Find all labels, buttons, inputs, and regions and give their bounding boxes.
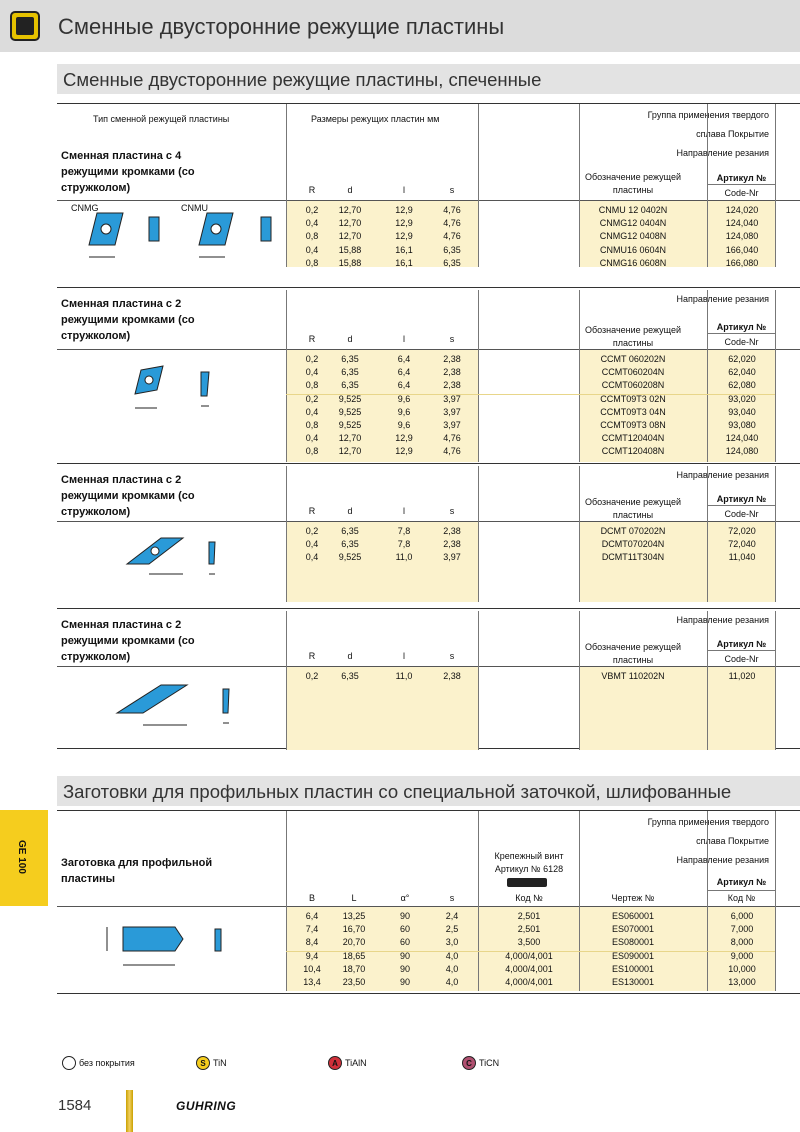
article-header: Артикул № (716, 322, 767, 332)
legend-item (62, 1056, 135, 1070)
legend-item (196, 1056, 227, 1070)
article-header: Артикул № (716, 173, 767, 183)
code-header: Code-Nr (724, 188, 759, 198)
cell-R: 0,4 (305, 552, 319, 563)
cell-L: 18,70 (342, 963, 366, 974)
cell-article: 166,080 (725, 257, 759, 268)
cell-designation: CCMT060208N (601, 380, 665, 391)
screw-article: Артикул № 6128 (494, 864, 564, 874)
block-divider (57, 287, 800, 288)
cell-l: 9,6 (397, 393, 411, 404)
col-header-s: s (449, 893, 455, 903)
page-number: 1584 (58, 1097, 92, 1114)
direction-header: Направление резания (676, 294, 769, 304)
section-title: Заготовки для профильных пластин со специальной заточкой, шлифованные (63, 781, 732, 802)
cell-code: 2,501 (517, 924, 541, 935)
cell-d: 12,70 (338, 205, 362, 215)
col-header-a: α° (400, 893, 410, 903)
cell-s: 2,38 (443, 367, 461, 378)
cell-article: 62,020 (728, 354, 756, 364)
block-header (57, 811, 800, 907)
cell-article: 124,080 (725, 446, 759, 457)
cell-l: 7,8 (397, 539, 411, 550)
cell-s: 2,38 (443, 671, 461, 681)
cell-art: 7,000 (730, 924, 754, 935)
inserts-table (57, 103, 800, 749)
cell-l: 9,6 (397, 406, 411, 417)
drawing-header: Чертеж № (611, 893, 655, 903)
cell-a: 90 (399, 911, 410, 921)
cell-B: 6,4 (305, 911, 319, 921)
cell-draw: ES070001 (611, 924, 655, 935)
cell-article: 11,040 (728, 552, 756, 563)
cell-d: 12,70 (338, 446, 362, 457)
legend-label: без покрытия (79, 1058, 135, 1068)
cell-article: 124,040 (725, 433, 759, 444)
cell-L: 13,25 (342, 911, 366, 921)
col-header-d: d (347, 334, 353, 344)
cell-R: 0,8 (305, 420, 319, 430)
section-title-bar (57, 64, 800, 96)
brand-wordmark: GUHRING (176, 1099, 237, 1113)
cell-designation: CCMT09T3 08N (600, 420, 666, 430)
coating-legend (62, 1056, 800, 1076)
cell-art: 8,000 (730, 937, 754, 948)
cell-designation: CCMT 060202N (600, 354, 666, 364)
cell-s: 3,97 (443, 420, 461, 430)
cell-l: 12,9 (395, 433, 413, 444)
legend-item (462, 1056, 499, 1070)
cell-l: 16,1 (395, 244, 413, 255)
cell-d: 6,35 (341, 354, 359, 364)
cell-designation: DCMT070204N (601, 539, 665, 550)
cell-R: 0,8 (305, 231, 319, 242)
col-header-B: B (308, 893, 315, 903)
cell-d: 9,525 (338, 420, 362, 430)
coating-header: сплава Покрытие (696, 836, 769, 846)
coating-header: сплава Покрытие (696, 129, 769, 139)
col-header-s: s (449, 185, 455, 195)
block-header (57, 611, 800, 667)
cell-article: 11,020 (728, 671, 756, 681)
cell-d: 6,35 (341, 526, 359, 536)
insert-drawing-icon (57, 667, 286, 750)
cell-d: 12,70 (338, 433, 362, 444)
cell-s: 3,97 (443, 406, 461, 417)
cell-d: 6,35 (341, 539, 359, 550)
block-divider (57, 463, 800, 464)
block-title: Сменная пластина с 2 режущими кромками (со стружколом) (61, 619, 195, 663)
cell-d: 6,35 (341, 671, 359, 681)
cell-s: 6,35 (443, 257, 461, 268)
cell-s: 4,0 (445, 950, 459, 961)
cell-B: 10,4 (303, 963, 321, 974)
cell-R: 0,4 (305, 218, 319, 229)
cell-article: 124,020 (725, 205, 759, 215)
cell-d: 15,88 (338, 244, 362, 255)
footer-accent-bar (126, 1090, 133, 1132)
col-header-R: R (308, 506, 316, 516)
article-header: Артикул № (716, 494, 767, 504)
cell-designation: CNMG16 0608N (599, 257, 667, 268)
cell-l: 16,1 (395, 257, 413, 268)
insert-drawing-icon (57, 350, 286, 462)
header-line (708, 184, 776, 185)
screw-header: Крепежный винт (494, 851, 564, 861)
cell-s: 2,38 (443, 354, 461, 364)
cell-R: 0,4 (305, 367, 319, 378)
cell-R: 0,4 (305, 244, 319, 255)
col-header-R: R (308, 185, 316, 195)
cell-R: 0,2 (305, 671, 319, 681)
cell-d: 9,525 (338, 393, 362, 404)
code-header: Code-Nr (724, 509, 759, 519)
cell-B: 7,4 (305, 924, 319, 935)
drawing-label: CNMU (181, 203, 208, 213)
cell-designation: CNMG12 0404N (599, 218, 667, 229)
cell-d: 9,525 (338, 552, 362, 563)
cell-R: 0,4 (305, 539, 319, 550)
cell-art: 9,000 (730, 950, 754, 961)
cell-a: 60 (399, 937, 410, 948)
cell-l: 9,6 (397, 420, 411, 430)
section-title: Сменные двусторонние режущие пластины, спеченные (63, 69, 542, 90)
cell-s: 6,35 (443, 244, 461, 255)
cell-a: 90 (399, 950, 410, 961)
cell-s: 4,76 (443, 205, 461, 215)
cell-d: 12,70 (338, 231, 362, 242)
cell-article: 62,040 (728, 367, 756, 378)
cell-a: 90 (399, 977, 410, 987)
col-header-d: d (347, 506, 353, 516)
designation-header: Обозначение режущей пластины (584, 172, 682, 195)
cell-l: 12,9 (395, 231, 413, 242)
cell-designation: CCMT120404N (601, 433, 665, 444)
cell-article: 93,040 (728, 406, 756, 417)
header-line (708, 890, 776, 891)
col-header-R: R (308, 651, 316, 661)
insert-drawing-icon (57, 522, 286, 602)
col-header-L: L (351, 893, 357, 903)
cell-R: 0,2 (305, 526, 319, 536)
code-header: Код № (727, 893, 756, 903)
cell-designation: CCMT120408N (601, 446, 665, 457)
cell-code: 4,000/4,001 (505, 977, 553, 987)
cell-L: 18,65 (342, 950, 366, 961)
cell-l: 7,8 (397, 526, 411, 536)
sizes-header: Размеры режущих пластин мм (311, 114, 440, 124)
legend-label: TiAlN (345, 1058, 367, 1068)
cell-B: 9,4 (305, 950, 319, 961)
cell-designation: DCMT 070202N (600, 526, 666, 536)
cell-code: 3,500 (517, 937, 541, 948)
cell-B: 13,4 (303, 977, 321, 987)
cell-art: 10,000 (728, 963, 756, 974)
coating-icon: S (196, 1056, 210, 1070)
legend-item (328, 1056, 367, 1070)
cell-R: 0,4 (305, 406, 319, 417)
code-header: Code-Nr (724, 337, 759, 347)
blanks-table (57, 810, 800, 994)
cell-code: 4,000/4,001 (505, 963, 553, 974)
cell-l: 12,9 (395, 446, 413, 457)
block-divider (57, 608, 800, 609)
cell-R: 0,8 (305, 446, 319, 457)
cell-article: 72,040 (728, 539, 756, 550)
cell-code: 2,501 (517, 911, 541, 921)
cell-designation: VBMT 110202N (601, 671, 665, 681)
cell-article: 93,020 (728, 393, 756, 404)
screw-icon (507, 878, 547, 887)
cell-draw: ES090001 (611, 950, 655, 961)
blank-drawing-icon (57, 907, 286, 991)
cell-s: 3,97 (443, 552, 461, 563)
cell-s: 4,76 (443, 446, 461, 457)
page-title: Сменные двусторонние режущие пластины (58, 14, 505, 39)
cell-designation: CCMT09T3 02N (600, 393, 666, 404)
cell-draw: ES060001 (611, 911, 655, 921)
cell-draw: ES130001 (611, 977, 655, 987)
block-header (57, 466, 800, 522)
code-header: Code-Nr (724, 654, 759, 664)
coating-icon: C (462, 1056, 476, 1070)
col-header-R: R (308, 334, 316, 344)
cell-designation: CNMU16 0604N (599, 244, 667, 255)
designation-header: Обозначение режущей пластины (584, 642, 682, 665)
cell-article: 124,080 (725, 231, 759, 242)
group-header: Группа применения твердого (647, 817, 769, 827)
cell-s: 4,0 (445, 977, 459, 987)
cell-designation: CCMT060204N (601, 367, 665, 378)
cell-l: 6,4 (397, 354, 411, 364)
header-line (708, 333, 776, 334)
cell-art: 13,000 (728, 977, 756, 987)
col-header-l: l (403, 651, 405, 661)
side-tab-label: GE 100 (16, 840, 27, 874)
cell-R: 0,4 (305, 433, 319, 444)
section-title-bar (57, 776, 800, 808)
block-title: Заготовка для профильной пластины (61, 857, 213, 885)
cell-s: 4,76 (443, 218, 461, 229)
cell-draw: ES100001 (611, 963, 655, 974)
cell-L: 20,70 (342, 937, 366, 948)
cell-l: 12,9 (395, 205, 413, 215)
cell-article: 93,080 (728, 420, 756, 430)
cell-s: 4,0 (445, 963, 459, 974)
cell-R: 0,2 (305, 205, 319, 215)
cell-designation: CCMT09T3 04N (600, 406, 666, 417)
direction-header: Направление резания (676, 148, 769, 158)
cell-d: 6,35 (341, 380, 359, 391)
cell-art: 6,000 (730, 911, 754, 921)
cell-l: 11,0 (395, 671, 413, 681)
block-header (57, 290, 800, 350)
cell-s: 2,38 (443, 526, 461, 536)
cell-s: 3,97 (443, 393, 461, 404)
designation-header: Обозначение режущей пластины (584, 325, 682, 348)
cell-l: 11,0 (395, 552, 413, 563)
cell-R: 0,2 (305, 393, 319, 404)
cell-B: 8,4 (305, 937, 319, 948)
group-header: Группа применения твердого (647, 110, 769, 120)
cell-s: 2,5 (445, 924, 459, 935)
header-line (708, 650, 776, 651)
col-header-s: s (449, 651, 455, 661)
col-header-s: s (449, 334, 455, 344)
cell-designation: CNMG12 0408N (599, 231, 667, 242)
block-header (57, 104, 800, 201)
col-header-l: l (403, 334, 405, 344)
cell-s: 2,4 (445, 911, 459, 921)
cell-designation: CNMU 12 0402N (598, 205, 668, 215)
cell-d: 15,88 (338, 257, 362, 268)
side-tab[interactable] (0, 810, 48, 906)
col-header-s: s (449, 506, 455, 516)
article-header: Артикул № (716, 877, 767, 887)
header-line (708, 505, 776, 506)
cell-d: 6,35 (341, 367, 359, 378)
article-header: Артикул № (716, 639, 767, 649)
cell-d: 9,525 (338, 406, 362, 417)
block-title: Сменная пластина с 2 режущими кромками (со стружколом) (61, 298, 195, 342)
type-header: Тип сменной режущей пластины (93, 114, 230, 124)
direction-header: Направление резания (676, 855, 769, 865)
brand-logo-icon (10, 11, 40, 41)
cell-s: 2,38 (443, 380, 461, 391)
legend-label: TiN (213, 1058, 227, 1068)
cell-designation: DCMT11T304N (601, 552, 665, 563)
cell-a: 60 (399, 924, 410, 935)
col-header-d: d (347, 651, 353, 661)
legend-label: TiCN (479, 1058, 500, 1068)
cell-L: 23,50 (342, 977, 366, 987)
code-header: Код № (515, 893, 543, 903)
drawing-label: CNMG (71, 203, 99, 213)
cell-article: 166,040 (725, 244, 759, 255)
cell-s: 2,38 (443, 539, 461, 550)
cell-a: 90 (399, 963, 410, 974)
col-header-d: d (347, 185, 353, 195)
coating-icon: A (328, 1056, 342, 1070)
coating-icon (62, 1056, 76, 1070)
cell-R: 0,8 (305, 257, 319, 268)
block-title: Сменная пластина с 4 режущими кромками (со стружколом) (61, 150, 195, 194)
cell-R: 0,8 (305, 380, 319, 391)
cell-code: 4,000/4,001 (505, 950, 553, 961)
col-header-l: l (403, 506, 405, 516)
cell-L: 16,70 (342, 924, 366, 935)
cell-d: 12,70 (338, 218, 362, 229)
cell-s: 3,0 (445, 937, 459, 948)
cell-s: 4,76 (443, 433, 461, 444)
cell-article: 72,020 (728, 526, 756, 536)
cell-R: 0,2 (305, 354, 319, 364)
direction-header: Направление резания (676, 615, 769, 625)
cell-s: 4,76 (443, 231, 461, 242)
designation-header: Обозначение режущей пластины (584, 497, 682, 520)
cell-article: 124,040 (725, 218, 759, 229)
cell-l: 6,4 (397, 367, 411, 378)
cell-l: 12,9 (395, 218, 413, 229)
direction-header: Направление резания (676, 470, 769, 480)
cell-l: 6,4 (397, 380, 411, 391)
cell-article: 62,080 (728, 380, 756, 391)
col-header-l: l (403, 185, 405, 195)
block-title: Сменная пластина с 2 режущими кромками (со стружколом) (61, 474, 195, 518)
cell-draw: ES080001 (611, 937, 655, 948)
